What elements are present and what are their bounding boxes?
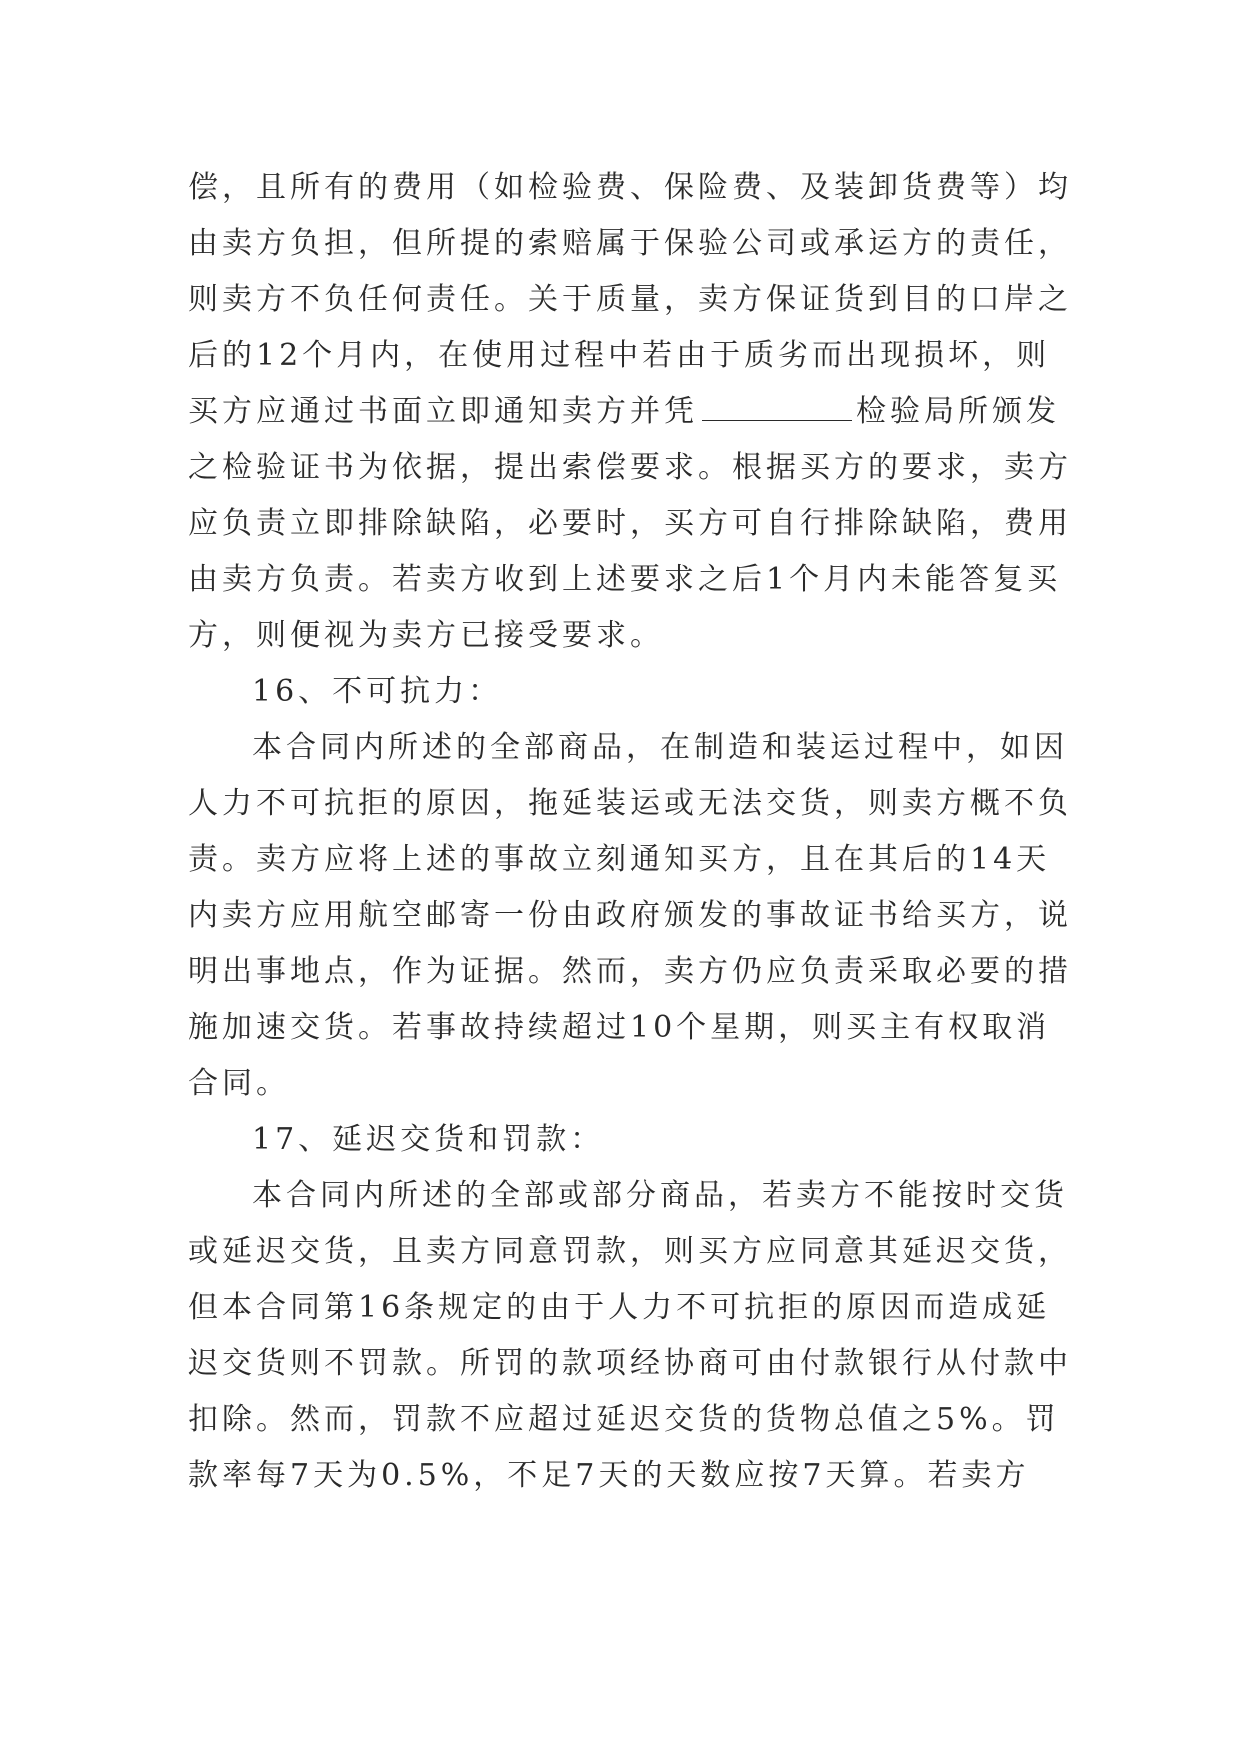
text-segment: 检验局所颁发: [856, 394, 1060, 429]
text-line: 但本合同第16条规定的由于人力不可抗拒的原因而造成延: [188, 1290, 1051, 1325]
section-heading-late-delivery: 17、延迟交货和罚款：: [252, 1122, 605, 1157]
text-segment: 买方应通过书面立即通知卖方并凭: [188, 394, 698, 429]
text-line: 施加速交货。若事故持续超过10个星期，则买主有权取消: [188, 1010, 1051, 1045]
text-line: 之检验证书为依据，提出索偿要求。根据买方的要求，卖方: [188, 450, 1072, 485]
text-line: 由卖方负责。若卖方收到上述要求之后1个月内未能答复买: [188, 562, 1062, 597]
text-line: 后的12个月内，在使用过程中若由于质劣而出现损坏，则: [188, 338, 1051, 373]
section-heading-force-majeure: 16、不可抗力：: [252, 674, 503, 709]
fill-in-blank: [702, 394, 852, 421]
text-line: 本合同内所述的全部或部分商品，若卖方不能按时交货: [252, 1178, 1068, 1213]
text-line: 内卖方应用航空邮寄一份由政府颁发的事故证书给买方，说: [188, 898, 1072, 933]
contract-body-text: [188, 160, 1072, 1504]
text-line: 或延迟交货，且卖方同意罚款，则买方应同意其延迟交货，: [188, 1234, 1072, 1269]
text-line: 明出事地点，作为证据。然而，卖方仍应负责采取必要的措: [188, 954, 1072, 989]
text-line: 由卖方负担，但所提的索赔属于保验公司或承运方的责任，: [188, 226, 1072, 261]
text-line: 迟交货则不罚款。所罚的款项经协商可由付款银行从付款中: [188, 1346, 1072, 1381]
text-line: 人力不可抗拒的原因，拖延装运或无法交货，则卖方概不负: [188, 786, 1072, 821]
text-line: 款率每7天为0.5%，不足7天的天数应按7天算。若卖方: [188, 1458, 1030, 1493]
text-line: 则卖方不负任何责任。关于质量，卖方保证货到目的口岸之: [188, 282, 1072, 317]
text-line: 应负责立即排除缺陷，必要时，买方可自行排除缺陷，费用: [188, 506, 1072, 541]
text-line: 本合同内所述的全部商品，在制造和装运过程中，如因: [252, 730, 1068, 765]
text-line: 偿，且所有的费用（如检验费、保险费、及装卸货费等）均: [188, 170, 1072, 205]
text-line: 合同。: [188, 1066, 290, 1101]
text-line-with-blank: [188, 384, 1058, 440]
text-line: 方，则便视为卖方已接受要求。: [188, 618, 664, 653]
text-line: 扣除。然而，罚款不应超过延迟交货的货物总值之5%。罚: [188, 1402, 1060, 1437]
text-line: 责。卖方应将上述的事故立刻通知买方，且在其后的14天: [188, 842, 1051, 877]
